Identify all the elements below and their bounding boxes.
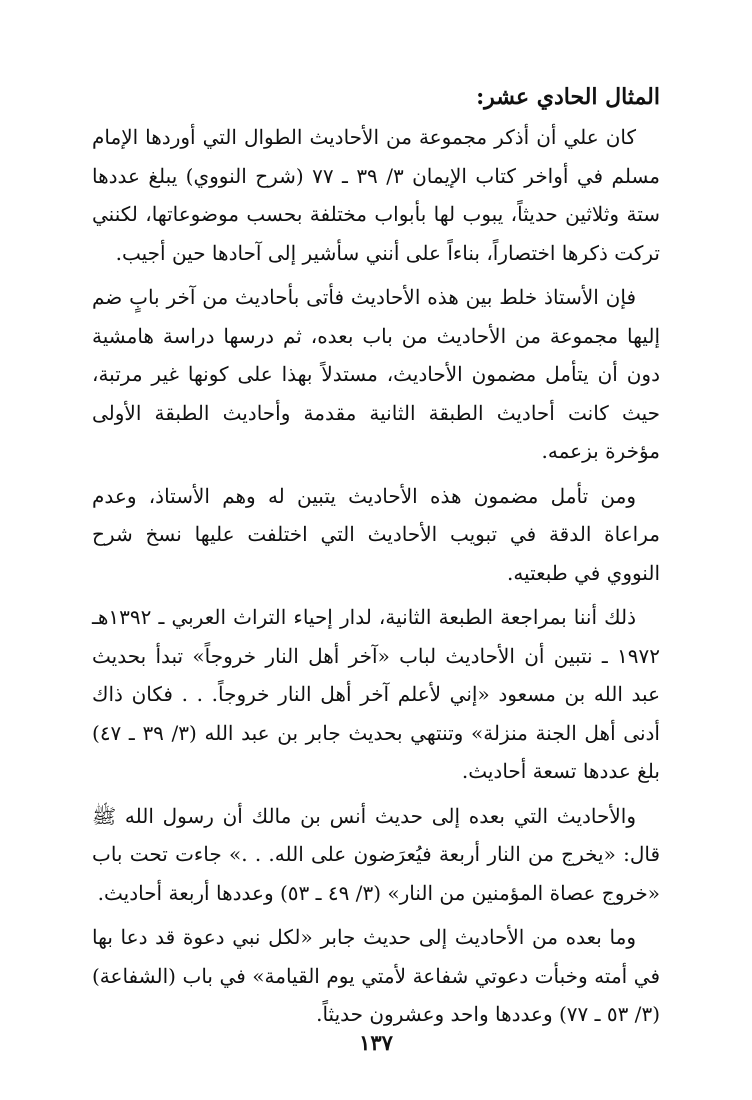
paragraph-2: فإن الأستاذ خلط بين هذه الأحاديث فأتى بأحاديث من آخر بابٍ ضم إليها مجموعة من الأحاديث من باب بعده، ثم درسها دراسة هامشية دون أن يتأمل مضمون الأحاديث، مستدلاً بهذا على كونها غير مرتبة، حيث كانت أحاديث الطبقة الثانية مقدمة وأحاديث الطبقة الأولى مؤخرة بزعمه.	[92, 285, 660, 463]
paragraph-3: ومن تأمل مضمون هذه الأحاديث يتبين له وهم الأستاذ، وعدم مراعاة الدقة في تبويب الأحاديث التي اختلفت عليها نسخ شرح النووي في طبعتيه.	[92, 483, 660, 585]
section-heading: المثال الحادي عشر:	[476, 84, 660, 110]
paragraph-1: كان علي أن أذكر مجموعة من الأحاديث الطوال التي أوردها الإمام مسلم في أواخر كتاب الإيمان ٣/ ٣٩ ـ ٧٧ (شرح النووي) يبلغ عددها ستة وثلاثين حديثاً، يبوب لها بأبواب مختلفة بحسب موضوعاتها، لكنني تركت ذكرها اختصاراً، بناءاً على أنني سأشير إلى آحادها حين أجيب.	[92, 125, 661, 265]
paragraph-4: ذلك أننا بمراجعة الطبعة الثانية، لدار إحياء التراث العربي ـ ١٣٩٢هـ ١٩٧٢ ـ نتبين أن الأحاديث لباب «آخر أهل النار خروجاً» تبدأ بحديث عبد الله بن مسعود «إني لأعلم آخر أهل النار خروجاً. . . فكان ذاك أدنى أهل الجنة منزلة» وتنتهي بحديث جابر بن عبد الله (٣/ ٣٩ ـ ٤٧) بلغ عددها تسعة أحاديث.	[92, 605, 660, 783]
page-number: ١٣٧	[359, 1030, 393, 1055]
page-body	[92, 78, 660, 1040]
paragraph-5: والأحاديث التي بعده إلى حديث أنس بن مالك أن رسول الله ﷺ قال: «يخرج من النار أربعة فيُعرَضون على الله. . .» جاءت تحت باب «خروج عصاة المؤمنين من النار» (٣/ ٤٩ ـ ٥٣) وعددها أربعة أحاديث.	[92, 803, 660, 905]
paragraph-6: وما بعده من الأحاديث إلى حديث جابر «لكل نبي دعوة قد دعا بها في أمته وخبأت دعوتي شفاعة لأمتي يوم القيامة» في باب (الشفاعة) (٣/ ٥٣ ـ ٧٧) وعددها واحد وعشرون حديثاً.	[92, 925, 660, 1026]
